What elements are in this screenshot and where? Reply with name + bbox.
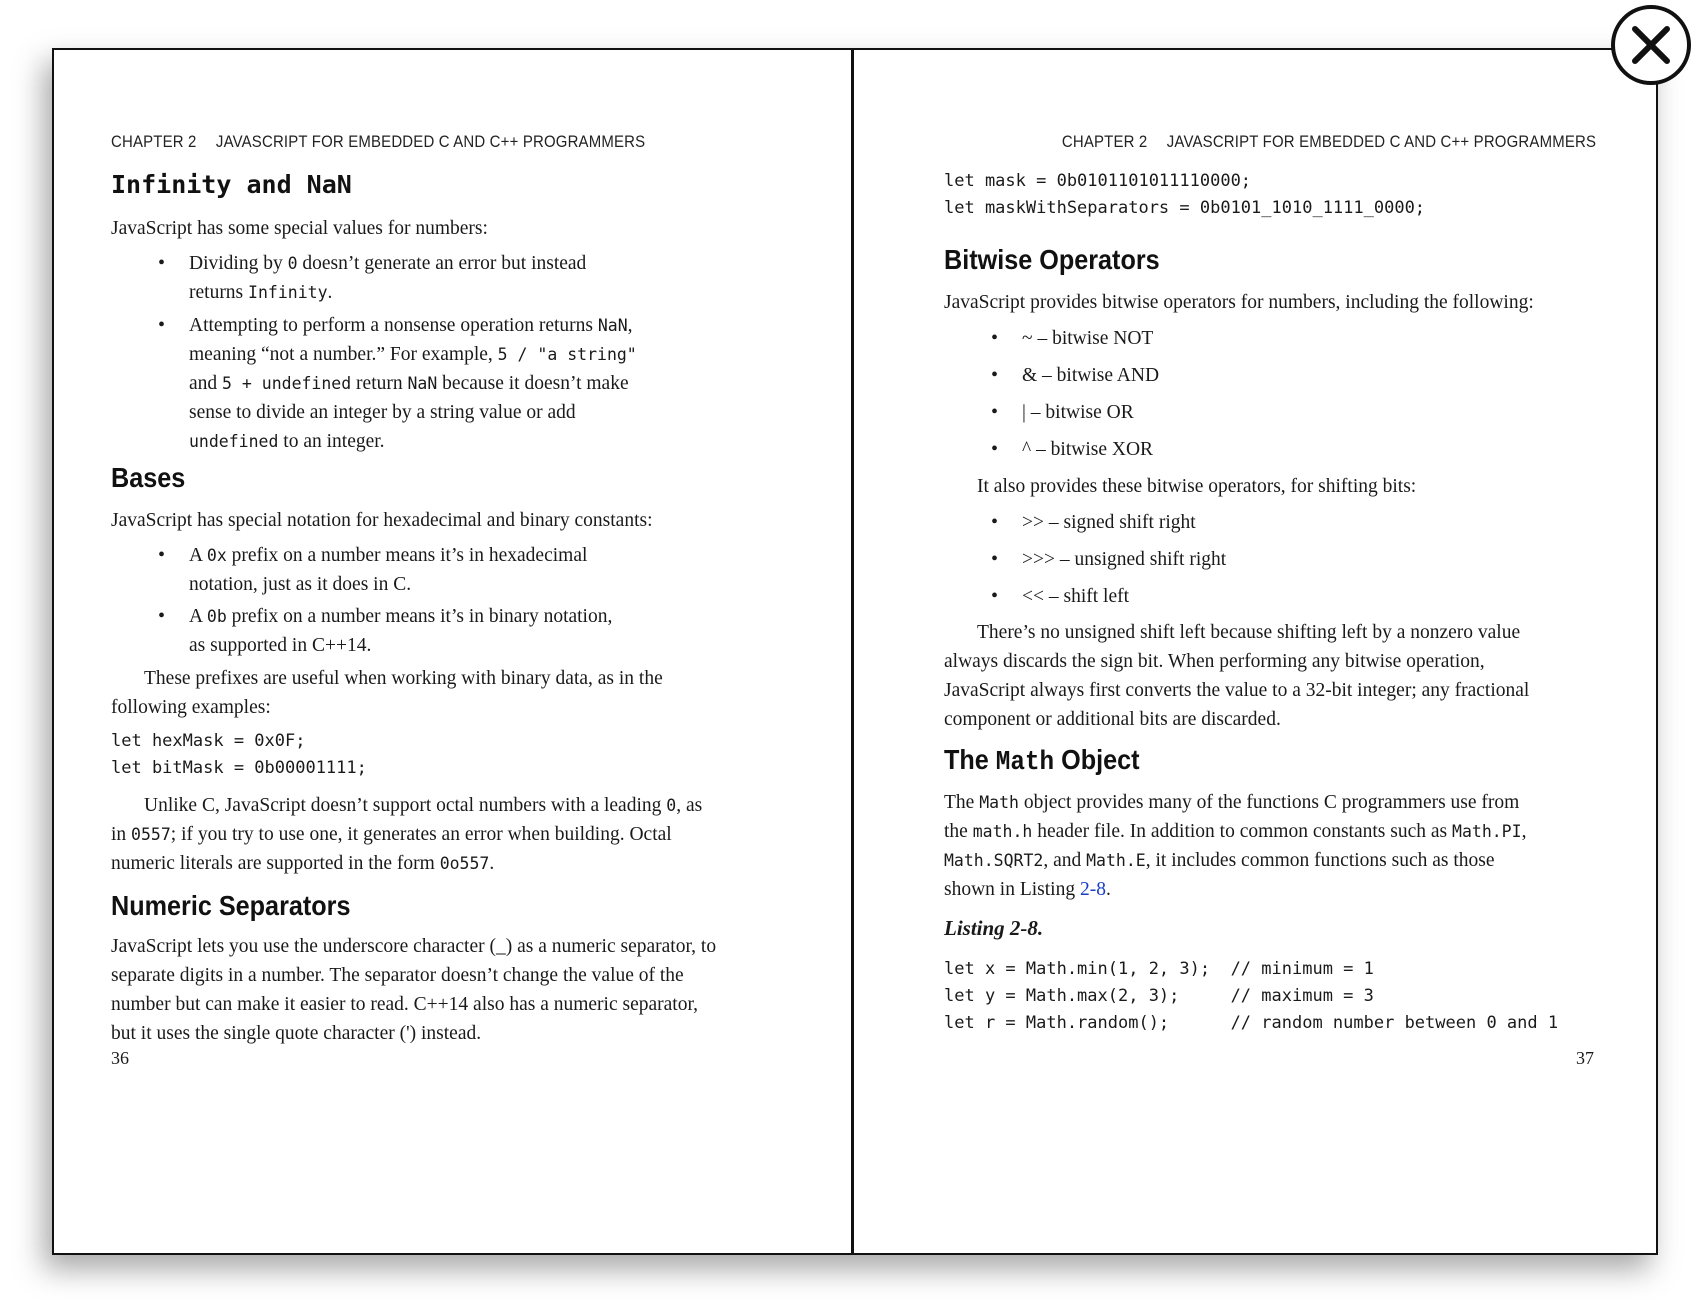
code-block-hex — [111, 728, 367, 782]
bullet-dot: • — [991, 438, 999, 460]
list-item: • >> – signed shift right — [1022, 508, 1196, 537]
bullet-dot: • — [158, 544, 166, 566]
code-line: let maskWithSeparators = 0b0101_1010_1111_0000; — [944, 198, 1426, 218]
left-page — [54, 50, 854, 1253]
listing-title: Listing 2-8. — [944, 916, 1044, 940]
heading-infinity-nan: Infinity and NaN — [111, 170, 352, 199]
list-item: • | – bitwise OR — [1022, 398, 1134, 427]
math-paragraph: The Math object provides many of the functions C programmers use from the math.h header file. In addition to common constants such as Math.PI, Math.SQRT2, and Math.E, it includes common functions such as those shown in Listing 2-8. — [944, 792, 1527, 900]
heading-math-object: The Math Object — [944, 744, 1140, 778]
bullet-dot: • — [991, 401, 999, 423]
code-line: let r = Math.random(); // random number between 0 and 1 — [944, 1013, 1559, 1033]
list-item: • >>> – unsigned shift right — [1022, 545, 1226, 574]
list-item: • Attempting to perform a nonsense operation returns NaN, meaning “not a number.” For example, 5 / "a string" and 5 + undefined return NaN because it doesn’t make sense to divide an integer by a string value or add undefined to an integer. — [189, 311, 639, 456]
list-item: • Dividing by 0 doesn’t generate an error but instead returns Infinity. — [189, 249, 629, 307]
close-button[interactable] — [1611, 5, 1691, 85]
shift-paragraph: There’s no unsigned shift left because shifting left by a nonzero value always discards the sign bit. When performing any bitwise operation, JavaScript always first converts the value to a 32-bit integer; any fractional component or additional bits are discarded. — [944, 622, 1530, 730]
list-item: • << – shift left — [1022, 582, 1129, 611]
bullet-dot: • — [991, 548, 999, 570]
code-line: let mask = 0b0101101011110000; — [944, 171, 1252, 191]
heading-bitwise-operators: Bitwise Operators — [944, 244, 1160, 275]
shift-intro: It also provides these bitwise operators, for shifting bits: — [977, 476, 1417, 497]
infinity-intro: JavaScript has some special values for numbers: — [111, 218, 488, 239]
bullet-dot: • — [158, 314, 166, 336]
chapter-title: JAVASCRIPT FOR EMBEDDED C AND C++ PROGRAMMERS — [215, 132, 646, 151]
code-line: let hexMask = 0x0F; — [111, 731, 306, 751]
book-spread — [52, 48, 1658, 1255]
chapter-label: CHAPTER 2 — [111, 132, 197, 151]
list-item: • ^ – bitwise XOR — [1022, 435, 1153, 464]
listing-link[interactable]: 2-8 — [1079, 879, 1106, 900]
heading-bases: Bases — [111, 462, 186, 493]
code-block-mask — [944, 168, 1425, 222]
octal-paragraph: Unlike C, JavaScript doesn’t support octal numbers with a leading 0, as in 0557; if you try to use one, it generates an error when building. Octal numeric literals are supported in the form 0o557. — [111, 795, 703, 874]
bullet-dot: • — [158, 252, 166, 274]
code-line: let y = Math.max(2, 3); // maximum = 3 — [944, 986, 1374, 1006]
chapter-label: CHAPTER 2 — [1061, 132, 1148, 151]
running-head — [1062, 132, 1596, 152]
page-number: 37 — [1576, 1048, 1594, 1068]
running-head — [111, 132, 645, 152]
prefix-paragraph: These prefixes are useful when working with binary data, as in the following examples: — [111, 668, 663, 718]
heading-numeric-separators: Numeric Separators — [111, 890, 351, 921]
list-item: • ~ – bitwise NOT — [1022, 324, 1153, 353]
bases-intro: JavaScript has special notation for hexadecimal and binary constants: — [111, 510, 653, 531]
close-icon — [1629, 23, 1673, 67]
bullet-dot: • — [991, 511, 999, 533]
code-line: let bitMask = 0b00001111; — [111, 758, 367, 778]
bullet-dot: • — [991, 585, 999, 607]
bullet-dot: • — [158, 605, 166, 627]
bullet-dot: • — [991, 364, 999, 386]
code-listing — [944, 956, 1558, 1037]
bitwise-intro: JavaScript provides bitwise operators for numbers, including the following: — [944, 292, 1534, 313]
bullet-dot: • — [991, 327, 999, 349]
right-page — [854, 50, 1656, 1253]
list-item: • A 0x prefix on a number means it’s in hexadecimal notation, just as it does in C. — [189, 541, 619, 599]
list-item: • & – bitwise AND — [1022, 361, 1159, 390]
chapter-title: JAVASCRIPT FOR EMBEDDED C AND C++ PROGRAMMERS — [1166, 132, 1596, 151]
separators-paragraph: JavaScript lets you use the underscore character (_) as a numeric separator, to separate digits in a number. The separator doesn’t change the value of the number but can make it easier to read. C++14 also has a numeric separator, but it uses the single quote character (') instead. — [111, 936, 717, 1044]
page-number: 36 — [111, 1048, 129, 1068]
list-item: • A 0b prefix on a number means it’s in binary notation, as supported in C++14. — [189, 602, 629, 660]
code-line: let x = Math.min(1, 2, 3); // minimum = 1 — [944, 959, 1374, 979]
